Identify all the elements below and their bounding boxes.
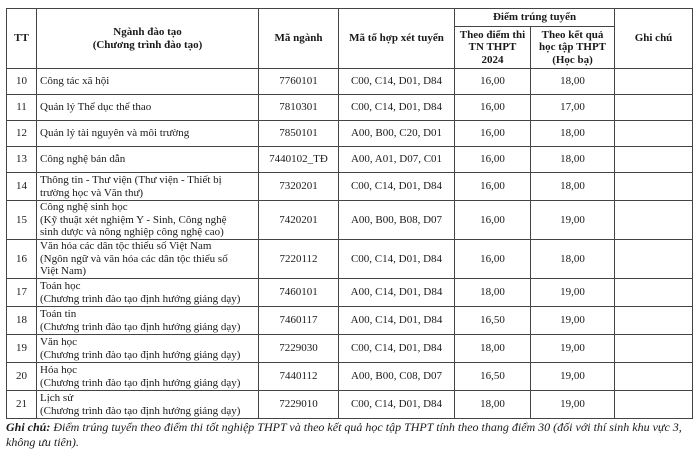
cell-program [37, 279, 259, 307]
cell-note [615, 363, 693, 391]
program-line: trường học và Văn thư) [40, 186, 144, 199]
cell-code: 7460117 [259, 307, 339, 335]
header-note: Ghi chú [615, 9, 693, 69]
program-line: (Chương trình đào tạo định hướng giảng dạy) [40, 348, 241, 361]
cell-exam-score: 18,00 [455, 279, 531, 307]
cell-program [37, 173, 259, 201]
cell-record-score: 18,00 [531, 147, 615, 173]
cell-note [615, 121, 693, 147]
cell-note [615, 201, 693, 240]
footnote-text: Điểm trúng tuyển theo điểm thi tốt nghiệp THPT và theo kết quả học tập THPT tính theo thang điểm 30 (đối với thí sinh khu vực 3, không ưu tiên). [6, 420, 682, 449]
program-line: Công tác xã hội [40, 75, 110, 88]
cell-exam-score: 16,00 [455, 240, 531, 279]
header-program-line: (Chương trình đào tạo) [92, 38, 203, 51]
cell-note [615, 69, 693, 95]
table-row [7, 95, 693, 121]
program-line: Công nghệ bán dẫn [40, 153, 126, 166]
cell-combo: C00, C14, D01, D84 [339, 391, 455, 419]
cell-code: 7850101 [259, 121, 339, 147]
program-line: Hóa học [40, 364, 77, 376]
program-line: Toán tin [40, 308, 77, 320]
program-line: Văn hóa các dân tộc thiểu số Việt Nam [40, 240, 212, 253]
table-row [7, 147, 693, 173]
table-row [7, 240, 693, 279]
cell-tt: 13 [7, 147, 37, 173]
cell-tt: 16 [7, 240, 37, 279]
cell-combo: C00, C14, D01, D84 [339, 69, 455, 95]
header-record-line: (Học bạ) [552, 53, 593, 66]
cell-note [615, 307, 693, 335]
program-line: Thông tin - Thư viện (Thư viện - Thiết bị [40, 174, 222, 186]
cell-record-score: 19,00 [531, 307, 615, 335]
cell-program [37, 335, 259, 363]
cell-program [37, 201, 259, 240]
cell-program [37, 363, 259, 391]
cell-exam-score: 16,00 [455, 173, 531, 201]
program-line: Quản lý tài nguyên và môi trường [40, 127, 190, 140]
cell-record-score: 19,00 [531, 201, 615, 240]
cell-code: 7420201 [259, 201, 339, 240]
table-row [7, 69, 693, 95]
cell-exam-score: 16,00 [455, 69, 531, 95]
cell-combo: A00, C14, D01, D84 [339, 307, 455, 335]
table-row [7, 391, 693, 419]
cell-record-score: 19,00 [531, 279, 615, 307]
program-line: (Chương trình đào tạo định hướng giảng dạy) [40, 292, 241, 305]
program-line: sinh dược và nông nghiệp công nghệ cao) [40, 226, 224, 239]
cell-program [37, 391, 259, 419]
cell-code: 7229010 [259, 391, 339, 419]
header-record-line: Theo kết quả [541, 28, 604, 41]
program-line: Toán học [40, 280, 81, 292]
cell-record-score: 19,00 [531, 363, 615, 391]
cell-note [615, 391, 693, 419]
cell-exam-score: 16,50 [455, 363, 531, 391]
footnote [6, 420, 698, 450]
header-record-score [531, 27, 615, 69]
cell-tt: 12 [7, 121, 37, 147]
cell-record-score: 18,00 [531, 240, 615, 279]
cell-record-score: 17,00 [531, 95, 615, 121]
cell-program [37, 240, 259, 279]
cell-code: 7440102_TĐ [259, 147, 339, 173]
cell-combo: C00, C14, D01, D84 [339, 240, 455, 279]
cell-note [615, 279, 693, 307]
cell-record-score: 19,00 [531, 391, 615, 419]
cell-exam-score: 18,00 [455, 391, 531, 419]
cell-combo: A00, C14, D01, D84 [339, 279, 455, 307]
cell-exam-score: 16,00 [455, 95, 531, 121]
header-score-group: Điểm trúng tuyển [455, 9, 615, 27]
header-exam-line: Theo điểm thi [459, 28, 526, 41]
program-line: Quản lý Thể dục thể thao [40, 101, 152, 114]
footnote-label: Ghi chú: [6, 420, 51, 434]
cell-note [615, 335, 693, 363]
program-line: (Kỹ thuật xét nghiệm Y - Sinh, Công nghệ [40, 213, 227, 226]
table-row [7, 335, 693, 363]
table-row [7, 201, 693, 240]
cell-note [615, 173, 693, 201]
cell-record-score: 18,00 [531, 69, 615, 95]
cell-program [37, 121, 259, 147]
cell-tt: 10 [7, 69, 37, 95]
cell-tt: 17 [7, 279, 37, 307]
admission-scores-table [6, 8, 693, 419]
header-program-line: Ngành đào tạo [113, 26, 182, 38]
table-row [7, 363, 693, 391]
cell-combo: A00, A01, D07, C01 [339, 147, 455, 173]
header-exam-line: TN THPT [468, 41, 517, 54]
cell-code: 7440112 [259, 363, 339, 391]
cell-tt: 11 [7, 95, 37, 121]
cell-code: 7229030 [259, 335, 339, 363]
program-line: (Chương trình đào tạo định hướng giảng dạy) [40, 404, 241, 417]
cell-tt: 20 [7, 363, 37, 391]
cell-record-score: 18,00 [531, 121, 615, 147]
header-exam-score [455, 27, 531, 69]
cell-code: 7460101 [259, 279, 339, 307]
header-exam-line: 2024 [481, 53, 504, 66]
program-line: Văn học [40, 336, 77, 348]
header-tt: TT [7, 9, 37, 69]
cell-program [37, 307, 259, 335]
cell-note [615, 95, 693, 121]
program-line: Công nghệ sinh học [40, 201, 128, 214]
cell-code: 7760101 [259, 69, 339, 95]
cell-combo: A00, B00, B08, D07 [339, 201, 455, 240]
cell-note [615, 147, 693, 173]
cell-tt: 21 [7, 391, 37, 419]
cell-program [37, 147, 259, 173]
cell-exam-score: 16,00 [455, 147, 531, 173]
table-row [7, 173, 693, 201]
header-code: Mã ngành [259, 9, 339, 69]
cell-program [37, 69, 259, 95]
cell-combo: C00, C14, D01, D84 [339, 95, 455, 121]
program-line: (Ngôn ngữ và văn hóa các dân tộc thiểu số [40, 252, 228, 265]
cell-code: 7320201 [259, 173, 339, 201]
cell-exam-score: 16,50 [455, 307, 531, 335]
cell-record-score: 18,00 [531, 173, 615, 201]
cell-note [615, 240, 693, 279]
table-row [7, 121, 693, 147]
table-row [7, 307, 693, 335]
cell-program [37, 95, 259, 121]
cell-combo: A00, B00, C08, D07 [339, 363, 455, 391]
cell-exam-score: 18,00 [455, 335, 531, 363]
table-row [7, 279, 693, 307]
header-combo: Mã tổ hợp xét tuyển [339, 9, 455, 69]
cell-exam-score: 16,00 [455, 201, 531, 240]
cell-exam-score: 16,00 [455, 121, 531, 147]
program-line: Việt Nam) [40, 265, 87, 278]
table-body [7, 69, 693, 419]
cell-code: 7220112 [259, 240, 339, 279]
program-line: (Chương trình đào tạo định hướng giảng dạy) [40, 376, 241, 389]
cell-tt: 18 [7, 307, 37, 335]
header-record-line: học tập THPT [538, 41, 607, 54]
cell-combo: C00, C14, D01, D84 [339, 335, 455, 363]
cell-tt: 14 [7, 173, 37, 201]
program-line: Lịch sử [40, 392, 74, 404]
cell-tt: 19 [7, 335, 37, 363]
cell-tt: 15 [7, 201, 37, 240]
cell-combo: A00, B00, C20, D01 [339, 121, 455, 147]
header-program [37, 9, 259, 69]
cell-code: 7810301 [259, 95, 339, 121]
cell-combo: C00, C14, D01, D84 [339, 173, 455, 201]
program-line: (Chương trình đào tạo định hướng giảng dạy) [40, 320, 241, 333]
cell-record-score: 19,00 [531, 335, 615, 363]
